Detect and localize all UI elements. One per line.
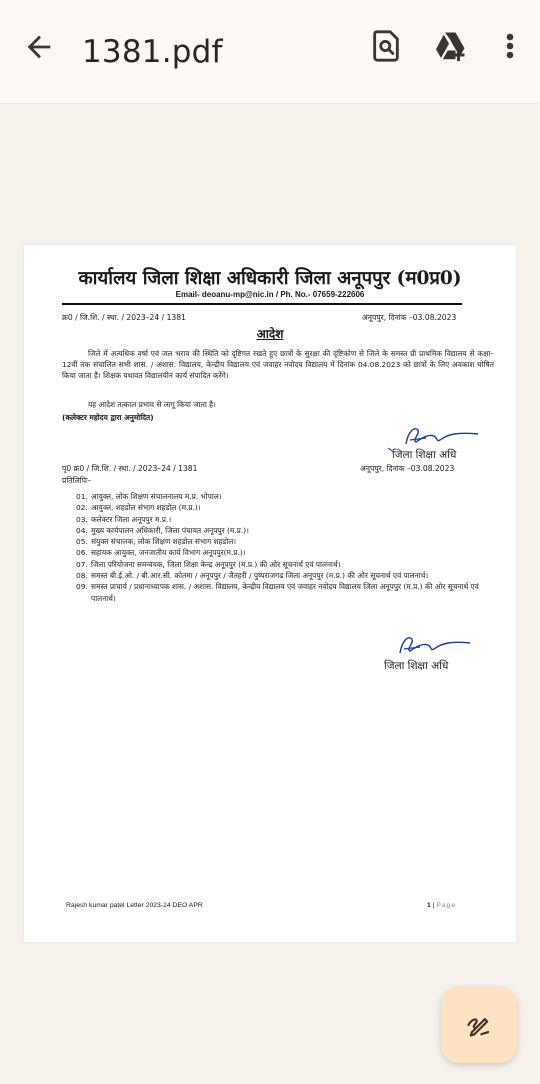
add-to-drive-icon bbox=[433, 28, 469, 64]
office-title: कार्यालय जिला शिक्षा अधिकारी जिला अनूपपुर (म0प्र0) bbox=[78, 268, 462, 289]
signature-title-2: जिला शिक्षा अधि bbox=[384, 660, 449, 672]
order-heading: आदेश bbox=[256, 327, 284, 341]
document-title: 1381.pdf bbox=[82, 34, 223, 70]
add-to-drive-button[interactable] bbox=[433, 28, 467, 64]
copy-reference-date: अनूपपुर, दिनांक –03.08.2023 bbox=[360, 464, 455, 473]
list-item: 05. संयुक्त संचालक, लोक शिक्षण शहडोल संभाग शहडोल। bbox=[76, 537, 237, 547]
reference-date: अनूपपुर, दिनांक –03.08.2023 bbox=[362, 313, 457, 322]
order-paragraph: जिले में अत्यधिक वर्षा एवं जल भराव की स्थिति को दृष्टिगत रखते हुए छात्रों के सुरक्षा की दृष्टिकोण से जिले के समस्त प्री प्राथमिक विद्यालय से कक्षा–12वीं तक संचालित सभी शास. / अशास. विद्यालय, केन्द्रीय विद्यालय एवं जवाहर नवोदय विद्यालय में दिनांक 04.08.2023 को छात्रों के लिए अवकाश घोषित किया जाता है। शिक्षक यथावत विद्यालयीन कार्य संपादित करेंगे। bbox=[62, 349, 494, 381]
footer-page-number: 1 | Page bbox=[427, 902, 457, 909]
app-bar bbox=[0, 0, 540, 104]
pdf-page[interactable] bbox=[24, 245, 516, 942]
approval-note: (कलेक्टर महोदय द्वारा अनुमोदित) bbox=[62, 413, 154, 422]
list-item: 04. मुख्य कार्यपालन अधिकारी, जिला पंचायत अनूपपुर (म.प्र.)। bbox=[76, 525, 249, 535]
find-in-page-icon bbox=[369, 28, 403, 64]
footer-author: Rajesh kumar patel Letter 2023-24 DEO APR bbox=[66, 902, 203, 909]
list-item: 09. समस्त प्राचार्य / प्रधानाध्यापक शास. / अशास. विद्यालय, केन्द्रीय विद्यालय एवं जवाहर नवोदय विद्यालय जिला अनूपपुर (म.प्र.) की ओर सूचनार्थ एवं पालनार्थ। bbox=[76, 582, 479, 603]
contact-line: Email- deoanu-mp@nic.in / Ph. No.- 07659-222606 bbox=[175, 290, 365, 299]
list-item: 01. आयुक्त, लोक शिक्षण संचालनालय म.प्र. भोपाल। bbox=[76, 492, 222, 501]
arrow-back-icon bbox=[22, 30, 56, 64]
list-item: 02. आयुक्त, शहडोल संभाग शहडोल (म.प्र.)। bbox=[76, 503, 201, 513]
list-item: 06. सहायक आयुक्त, जनजातीय कार्य विभाग अनूपपुर(म.प्र.)। bbox=[76, 548, 246, 558]
signature-block bbox=[378, 422, 498, 466]
header-rule bbox=[62, 303, 462, 305]
annotate-button[interactable] bbox=[441, 987, 517, 1063]
copy-reference-number: पृ0 क्र0 / जि.शि. / स्था. / 2023–24 / 1381 bbox=[62, 464, 198, 473]
copy-to-list bbox=[76, 491, 496, 604]
find-in-page-button[interactable] bbox=[369, 28, 403, 64]
more-vert-icon bbox=[499, 28, 521, 64]
copy-to-label: प्रतिलिपिः– bbox=[62, 476, 92, 485]
list-item: 03. कलेक्टर जिला अनूपपुर म.प्र.। bbox=[76, 514, 172, 524]
list-item: 07. जिला परियोजना समन्वयक, जिला शिक्षा केन्द्र अनूपपुर (म.प्र.) की ओर सूचनार्थ एवं पालनार्थ। bbox=[76, 559, 341, 569]
signature-title: जिला शिक्षा अधि bbox=[392, 449, 457, 461]
signature-block-2 bbox=[370, 633, 490, 677]
edit-annotate-icon bbox=[465, 1011, 493, 1039]
reference-number: क्र0 / जि.शि. / स्था. / 2023–24 / 1381 bbox=[62, 313, 186, 322]
list-item: 08. समस्त बी.ई.ओ. / बी.आर.सी. कोतमा / अनूपपुर / जैतहरी / पुष्पराजगढ जिला अनूपपुर (म.प्र.) की ओर सूचनार्थ एवं पालनार्थ। bbox=[76, 571, 429, 581]
order-effect-line: यह आदेश तत्काल प्रभाव से लागू किया जाता है। bbox=[88, 400, 216, 409]
more-options-button[interactable] bbox=[499, 28, 521, 64]
back-button[interactable] bbox=[22, 30, 56, 64]
